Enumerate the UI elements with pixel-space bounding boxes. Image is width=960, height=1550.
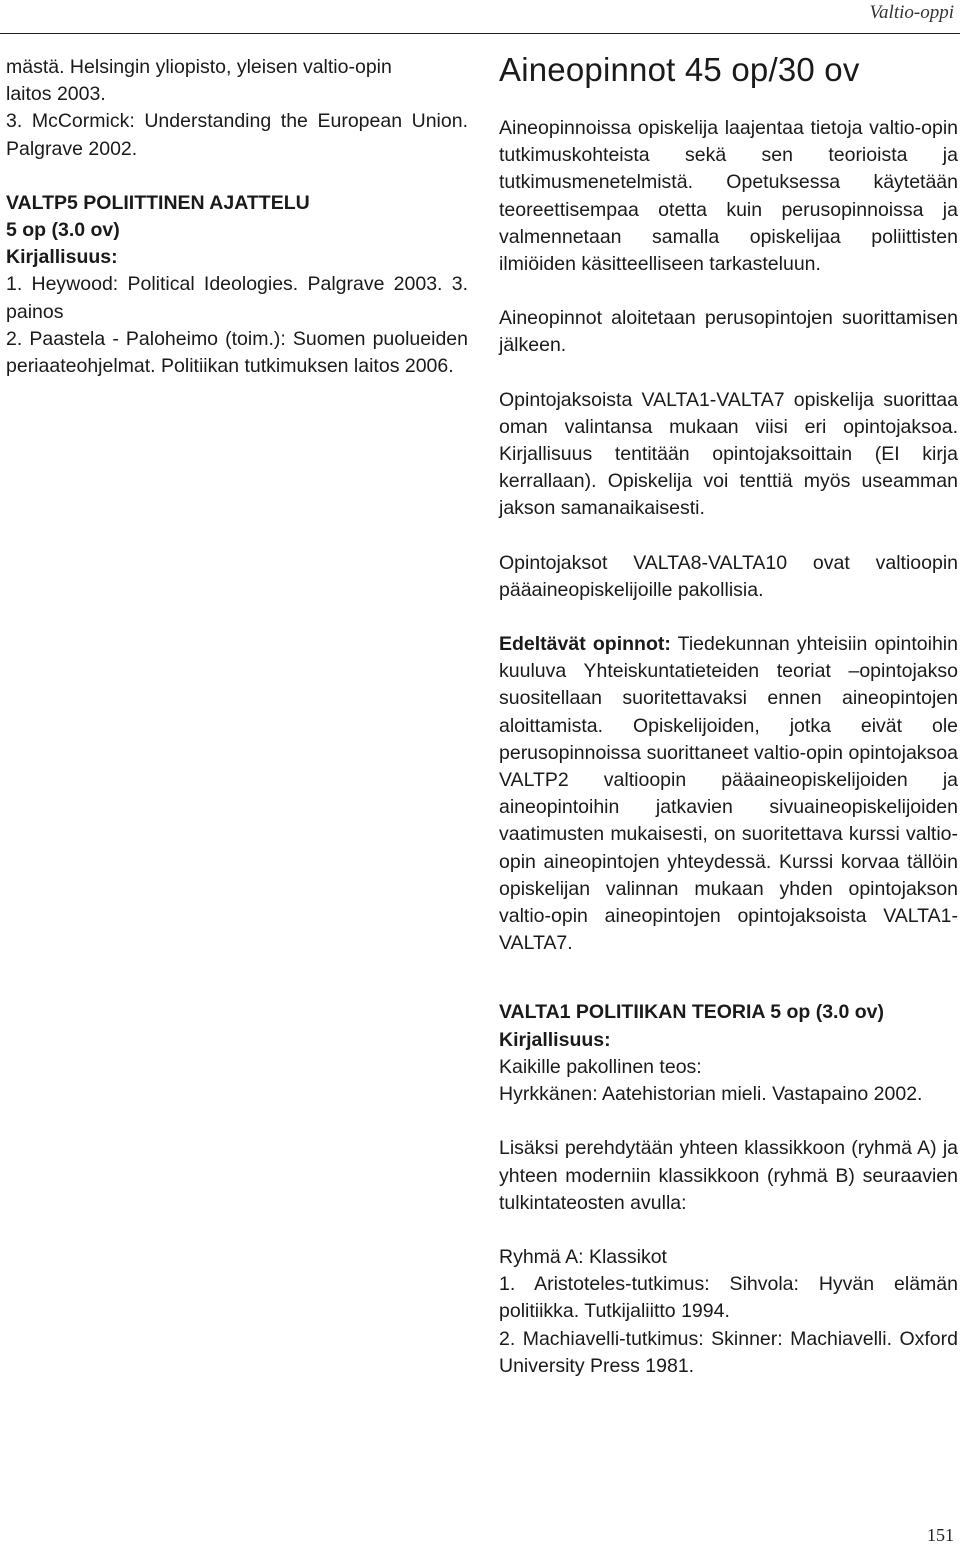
- prerequisites-label: Edeltävät opinnot:: [499, 633, 671, 656]
- valta1-mandatory-label: Kaikille pakollinen teos:: [499, 1055, 702, 1078]
- header-rule: [0, 33, 960, 34]
- valta1-mandatory-book: Hyrkkänen: Aatehistorian mieli. Vastapaino 2002.: [499, 1083, 923, 1106]
- course-title-valtp5: VALTP5 POLIITTINEN AJATTELU: [6, 191, 310, 214]
- reference-continuation-line1: mästä. Helsingin yliopisto, yleisen valtio-opin: [6, 56, 392, 78]
- start-paragraph: Aineopinnot aloitetaan perusopintojen suorittamisen jälkeen.: [499, 307, 958, 357]
- literature-item-2: 2. Paastela - Paloheimo (toim.): Suomen puolueiden periaateohjelmat. Politiikan tutkimuksen laitos 2006.: [6, 327, 468, 378]
- course-credits-valtp5: 5 op (3.0 ov): [6, 219, 120, 242]
- literature-label: Kirjallisuus:: [6, 246, 118, 269]
- group-a-item-2: 2. Machiavelli-tutkimus: Skinner: Machiavelli. Oxford University Press 1981.: [499, 1327, 958, 1377]
- course-selection-paragraph: Opintojaksoista VALTA1-VALTA7 opiskelija suorittaa oman valintansa mukaan viisi eri opintojaksoa. Kirjallisuus tentitään opintojaksoittain (EI kirja kerrallaan). Opiskelija voi tenttiä myös useamman jakson samanaikaisesti.: [499, 388, 958, 520]
- intro-paragraph: Aineopinnoissa opiskelija laajentaa tietoja valtio-opin tutkimuskohteista sekä sen teorioista ja tutkimusmenetelmistä. Opetuksessa käytetään teoreettisempaa otetta kuin perusopinnoissa ja valmennetaan samalla opiskelijaa poliittisten ilmiöiden käsitteelliseen tarkasteluun.: [499, 117, 958, 276]
- prerequisites-paragraph: [499, 631, 958, 957]
- group-a-item-1: 1. Aristoteles-tutkimus: Sihvola: Hyvän elämän politiikka. Tutkijaliitto 1994.: [499, 1273, 958, 1323]
- literature-item-1: 1. Heywood: Political Ideologies. Palgrave 2003. 3. painos: [6, 273, 468, 323]
- page-number: 151: [927, 1525, 954, 1545]
- group-a-label: Ryhmä A: Klassikot: [499, 1245, 667, 1268]
- mandatory-courses-paragraph: Opintojaksot VALTA8-VALTA10 ovat valtioopin pääaineopiskelijoille pakollisia.: [499, 551, 958, 601]
- reference-3: 3. McCormick: Understanding the European Union. Palgrave 2002.: [6, 110, 468, 160]
- left-column: [6, 54, 468, 380]
- right-column: [499, 115, 958, 1380]
- prerequisites-text: Tiedekunnan yhteisiin opintoihin kuuluva Yhteiskuntatieteiden teoriat –opintojakso suositellaan suoritettavaksi ennen aineopintojen aloittamista. Opiskelijoiden, jotka eivät ole perusopinnoissa suorittaneet valtio-opin opintojaksoa VALTP2 valtioopin pääaineopiskelijoiden ja aineopintoihin jatkavien sivuaineopiskelijoiden vaatimusten mukaisesti, on suoritettava kurssi valtio-opin aineopintojen yhteydessä. Kurssi korvaa tällöin opiskelijan valinnan mukaan yhden opintojakson valtio-opin aineopintojen opintojaksoista VALTA1-VALTA7.: [499, 633, 958, 955]
- valta1-literature-label: Kirjallisuus:: [499, 1028, 611, 1051]
- course-title-valta1: VALTA1 POLITIIKAN TEORIA 5 op (3.0 ov): [499, 1001, 884, 1024]
- valta1-additional-paragraph: Lisäksi perehdytään yhteen klassikkoon (ryhmä A) ja yhteen moderniin klassikkoon (ryhmä B) seuraavien tulkintateosten avulla:: [499, 1137, 958, 1214]
- reference-continuation-line2: laitos 2003.: [6, 83, 106, 106]
- running-head-title: Valtio-oppi: [869, 2, 954, 23]
- section-heading: Aineopinnot 45 op/30 ov: [499, 51, 860, 88]
